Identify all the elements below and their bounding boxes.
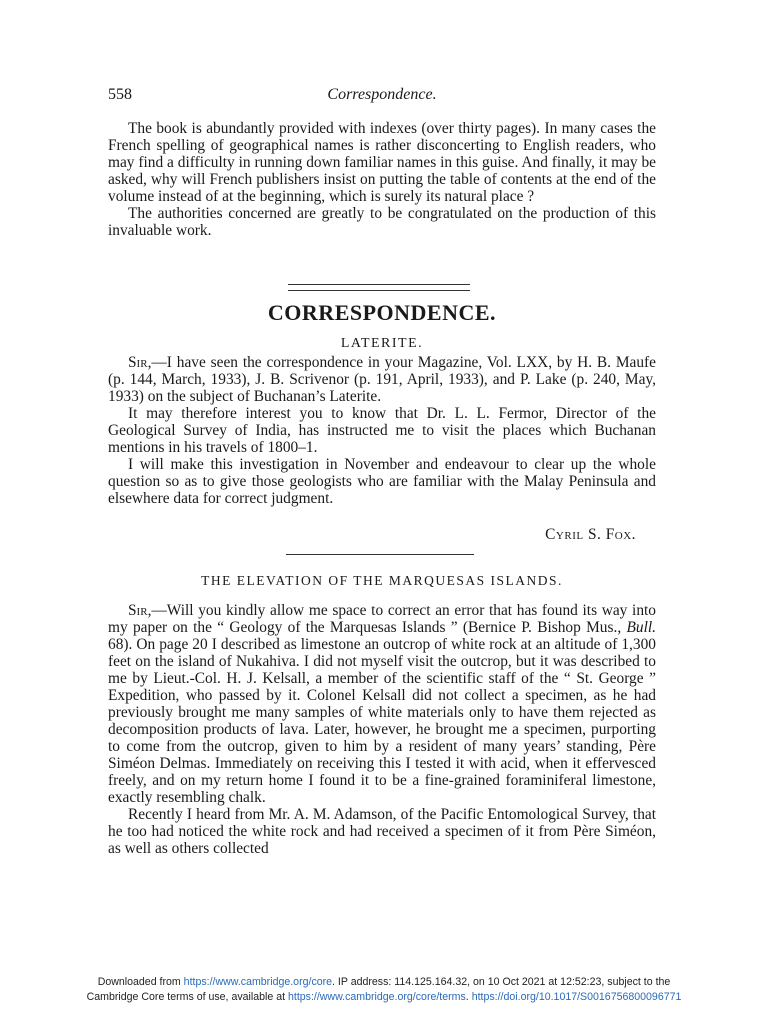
letter-heading-laterite: LATERITE. [340, 336, 424, 351]
letter-paragraph: I will make this investigation in November and endeavour to clear up the whole question so as to give those geologists who are familiar with the Malay Peninsula and elsewhere data for correct judgment. [108, 456, 656, 507]
running-head [108, 86, 656, 108]
core-link[interactable]: https://www.cambridge.org/core [183, 976, 333, 988]
letter-paragraph: Recently I heard from Mr. A. M. Adamson, of the Pacific Entomological Survey, that he too had noticed the white rock and had received a specimen of it from Père Siméon, as well as others collected [108, 806, 656, 857]
letter-laterite [108, 354, 656, 507]
footer-line-1: Downloaded from https://www.cambridge.org/core. IP address: 114.125.164.32, on 10 Oct 2021 at 12:52:23, subject to the [97, 976, 671, 988]
review-paragraph: The authorities concerned are greatly to be congratulated on the production of this invaluable work. [108, 205, 656, 239]
letter-marquesas [108, 602, 656, 857]
salutation: Sir [128, 602, 148, 619]
download-footer [0, 975, 768, 1005]
letter-paragraph: Sir,—Will you kindly allow me space to correct an error that has found its way into my paper on the “ Geology of the Marquesas Islands ” (Bernice P. Bishop Mus., Bull. 68). On page 20 I described as limestone an outcrop of white rock at an altitude of 1,300 feet on the island of Nukahiva. I did not myself visit the outcrop, but it was described to me by Lieut.-Col. H. J. Kelsall, a member of the scientific staff of the “ St. George ” Expedition, who passed by it. Colonel Kelsall did not collect a specimen, as he had previously brought me many samples of white materials only to have them rejected as decomposition products of lava. Later, however, he brought me a specimen, purporting to come from the outcrop, given to him by a resident of many years’ standing, Père Siméon Delmas. Immediately on receiving this I tested it with acid, when it effervesced freely, and on my return home I found it to be a fine-grained foraminiferal limestone, exactly resembling chalk. [108, 602, 656, 806]
signature: Cyril S. Fox. [545, 526, 636, 543]
letter-divider [286, 554, 474, 555]
review-conclusion [108, 120, 656, 239]
terms-link[interactable]: https://www.cambridge.org/core/terms [287, 991, 466, 1003]
doi-link[interactable]: https://doi.org/10.1017/S0016756800096771 [471, 991, 682, 1003]
journal-abbreviation: Bull. [626, 619, 656, 636]
footer-line-2: Cambridge Core terms of use, available at https://www.cambridge.org/core/terms. https://doi.org/10.1017/S0016756800096771 [86, 991, 682, 1003]
salutation: Sir [128, 354, 148, 371]
section-divider [288, 284, 470, 291]
running-title: Correspondence. [327, 86, 437, 103]
section-title: CORRESPONDENCE. [267, 300, 497, 325]
letter-paragraph: Sir,—I have seen the correspondence in your Magazine, Vol. LXX, by H. B. Maufe (p. 144, March, 1933), J. B. Scrivenor (p. 191, April, 1933), and P. Lake (p. 240, May, 1933) on the subject of Buchanan’s Laterite. [108, 354, 656, 405]
letter-heading-marquesas: THE ELEVATION OF THE MARQUESAS ISLANDS. [201, 573, 563, 588]
review-paragraph: The book is abundantly provided with indexes (over thirty pages). In many cases the French spelling of geographical names is rather disconcerting to English readers, who may find a difficulty in running down familiar names in this guise. And finally, it may be asked, why will French publishers insist on putting the table of contents at the end of the volume instead of at the beginning, which is surely its natural place ? [108, 120, 656, 205]
letter-paragraph: It may therefore interest you to know that Dr. L. L. Fermor, Director of the Geological Survey of India, has instructed me to visit the places which Buchanan mentions in his travels of 1800–1. [108, 405, 656, 456]
page-number: 558 [108, 86, 132, 103]
